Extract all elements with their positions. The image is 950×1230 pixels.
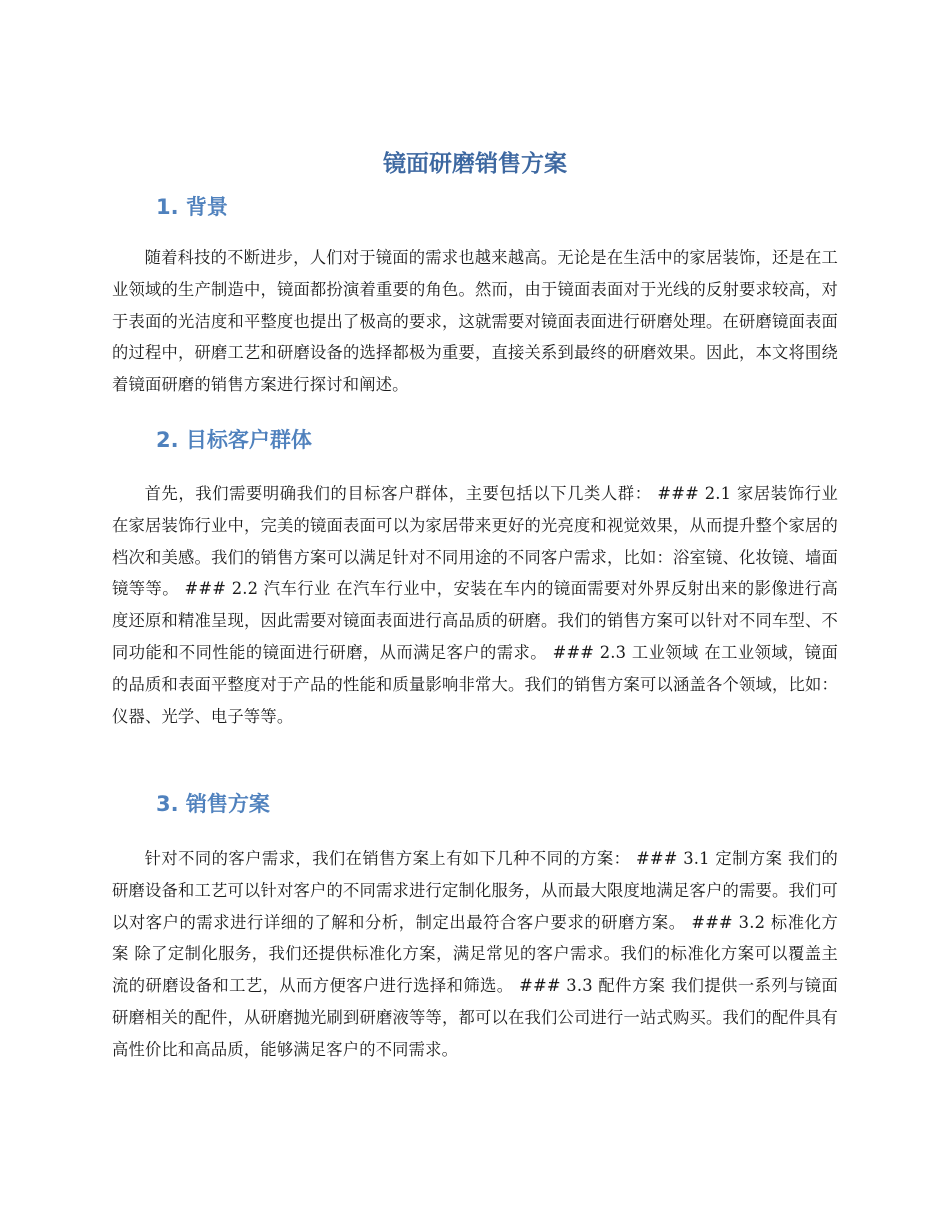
section-body-sales-plan: 针对不同的客户需求，我们在销售方案上有如下几种不同的方案： ### 3.1 定制方案 我们的研磨设备和工艺可以针对客户的不同需求进行定制化服务，从而最大限度地满足客户的需要。我们可以对客户的需求进行详细的了解和分析，制定出最符合客户要求的研磨方案。 ### 3.2 标准化方案 除了定制化服务，我们还提供标准化方案，满足常见的客户需求。我们的标准化方案可以覆盖主流的研磨设备和工艺，从而方便客户进行选择和筛选。 ### 3.3 配件方案 我们提供一系列与镜面研磨相关的配件，从研磨抛光刷到研磨液等等，都可以在我们公司进行一站式购买。我们的配件具有高性价比和高品质，能够满足客户的不同需求。	[112, 849, 838, 1059]
section-body-background: 随着科技的不断进步，人们对于镜面的需求也越来越高。无论是在生活中的家居装饰，还是在工业领域的生产制造中，镜面都扮演着重要的角色。然而，由于镜面表面对于光线的反射要求较高，对于表面的光洁度和平整度也提出了极高的要求，这就需要对镜面表面进行研磨处理。在研磨镜面表面的过程中，研磨工艺和研磨设备的选择都极为重要，直接关系到最终的研磨效果。因此，本文将围绕着镜面研磨的销售方案进行探讨和阐述。	[112, 248, 838, 395]
section-body-target-customers: 首先，我们需要明确我们的目标客户群体，主要包括以下几类人群： ### 2.1 家居装饰行业 在家居装饰行业中，完美的镜面表面可以为家居带来更好的光亮度和视觉效果，从而提升整个家居的档次和美感。我们的销售方案可以满足针对不同用途的不同客户需求，比如：浴室镜、化妆镜、墙面镜等等。 ### 2.2 汽车行业 在汽车行业中，安装在车内的镜面需要对外界反射出来的影像进行高度还原和精准呈现，因此需要对镜面表面进行高品质的研磨。我们的销售方案可以针对不同车型、不同功能和不同性能的镜面进行研磨，从而满足客户的需求。 ### 2.3 工业领域 在工业领域，镜面的品质和表面平整度对于产品的性能和质量影响非常大。我们的销售方案可以涵盖各个领域，比如：仪器、光学、电子等等。	[112, 484, 838, 726]
section-heading-background: 1. 背景	[156, 195, 228, 219]
section-heading-sales-plan: 3. 销售方案	[156, 792, 270, 816]
section-heading-target-customers: 2. 目标客户群体	[156, 428, 312, 452]
document-title: 镜面研磨销售方案	[383, 151, 567, 177]
